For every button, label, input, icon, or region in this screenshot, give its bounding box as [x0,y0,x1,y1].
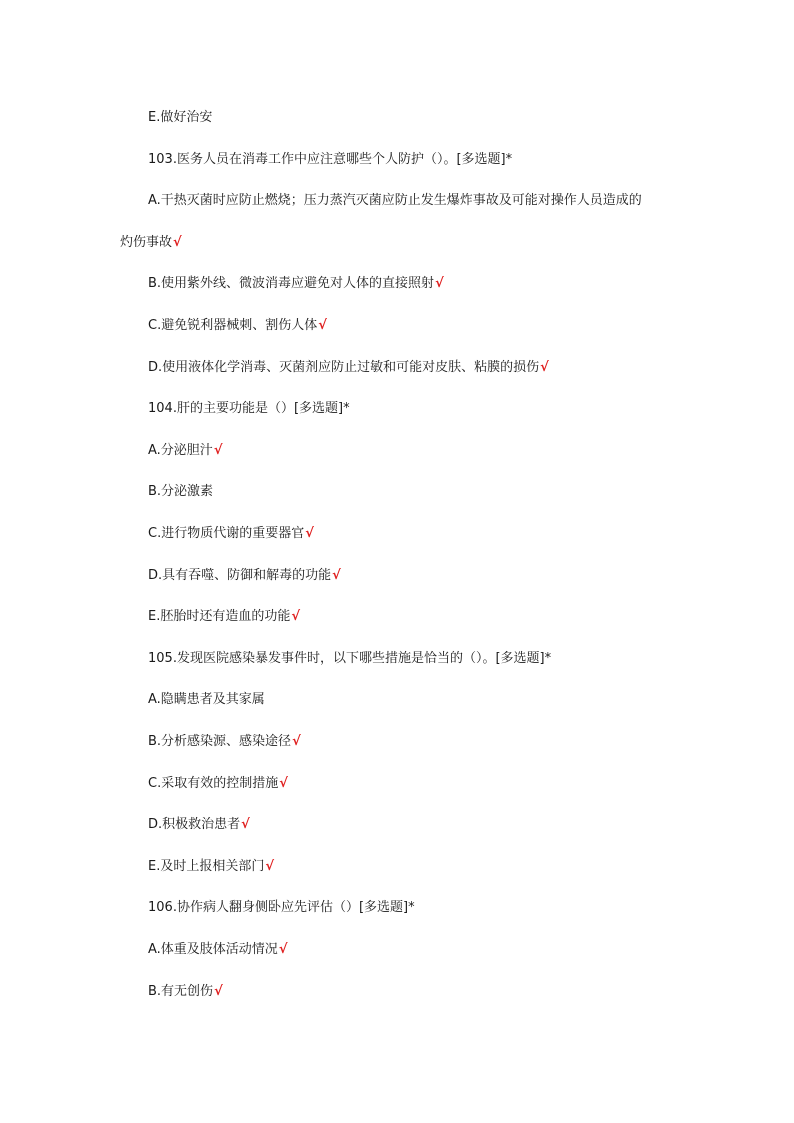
option-line-continuation [120,235,182,251]
line-text: E.及时上报相关部门 [148,859,265,874]
check-mark-icon: √ [214,984,223,999]
option-line [148,734,301,750]
check-mark-icon: √ [278,942,288,957]
line-text: 103.医务人员在消毒工作中应注意哪些个人防护（）。[多选题]* [148,152,513,167]
line-text: B.分泌激素 [148,484,214,499]
check-mark-icon: √ [305,526,314,541]
check-mark-icon: √ [332,568,341,583]
line-text: B.使用紫外线、微波消毒应避免对人体的直接照射 [148,276,435,291]
check-mark-icon: √ [265,859,275,874]
line-text: A.干热灭菌时应防止燃烧；压力蒸汽灭菌应防止发生爆炸事故及可能对操作人员造成的 [148,193,642,208]
line-text: 灼伤事故 [120,235,173,250]
check-mark-icon: √ [279,776,288,791]
line-text: C.进行物质代谢的重要器官 [148,526,305,541]
line-text: E.胚胎时还有造血的功能 [148,609,291,624]
check-mark-icon: √ [435,276,444,291]
option-line [148,318,327,334]
line-text: C.采取有效的控制措施 [148,776,279,791]
option-line [148,776,288,792]
option-line [148,484,213,500]
line-text: D.积极救治患者 [148,817,241,832]
line-text: C.避免锐利器械刺、割伤人体 [148,318,318,333]
line-text: B.分析感染源、感染途径 [148,734,292,749]
option-line [148,568,341,584]
line-text: A.体重及肢体活动情况 [148,942,278,957]
option-line [148,859,274,875]
option-line [148,443,222,459]
option-line [148,692,265,708]
check-mark-icon: √ [173,235,182,250]
line-text: D.使用液体化学消毒、灭菌剂应防止过敏和可能对皮肤、粘膜的损伤 [148,360,540,375]
line-text: D.具有吞噬、防御和解毒的功能 [148,568,332,583]
check-mark-icon: √ [241,817,250,832]
question-line [148,651,551,667]
line-text: 106.协作病人翻身侧卧应先评估（）[多选题]* [148,900,415,915]
line-text: B.有无创伤 [148,984,214,999]
line-text: A.分泌胆汁 [148,443,213,458]
option-line [148,193,642,209]
question-line [148,401,350,417]
check-mark-icon: √ [540,360,549,375]
option-line [148,360,549,376]
check-mark-icon: √ [318,318,327,333]
check-mark-icon: √ [213,443,223,458]
line-text: 104.肝的主要功能是（）[多选题]* [148,401,350,416]
line-text: E.做好治安 [148,110,213,125]
option-line [148,276,444,292]
option-line [148,942,287,958]
option-line [148,526,314,542]
line-text: 105.发现医院感染暴发事件时，以下哪些措施是恰当的（）。[多选题]* [148,651,552,666]
check-mark-icon: √ [292,734,301,749]
question-line [148,900,415,916]
option-line [148,984,223,1000]
option-line [148,817,250,833]
check-mark-icon: √ [291,609,301,624]
line-text: A.隐瞒患者及其家属 [148,692,265,707]
question-line [148,152,512,168]
option-line [148,609,300,625]
option-line [148,110,212,126]
